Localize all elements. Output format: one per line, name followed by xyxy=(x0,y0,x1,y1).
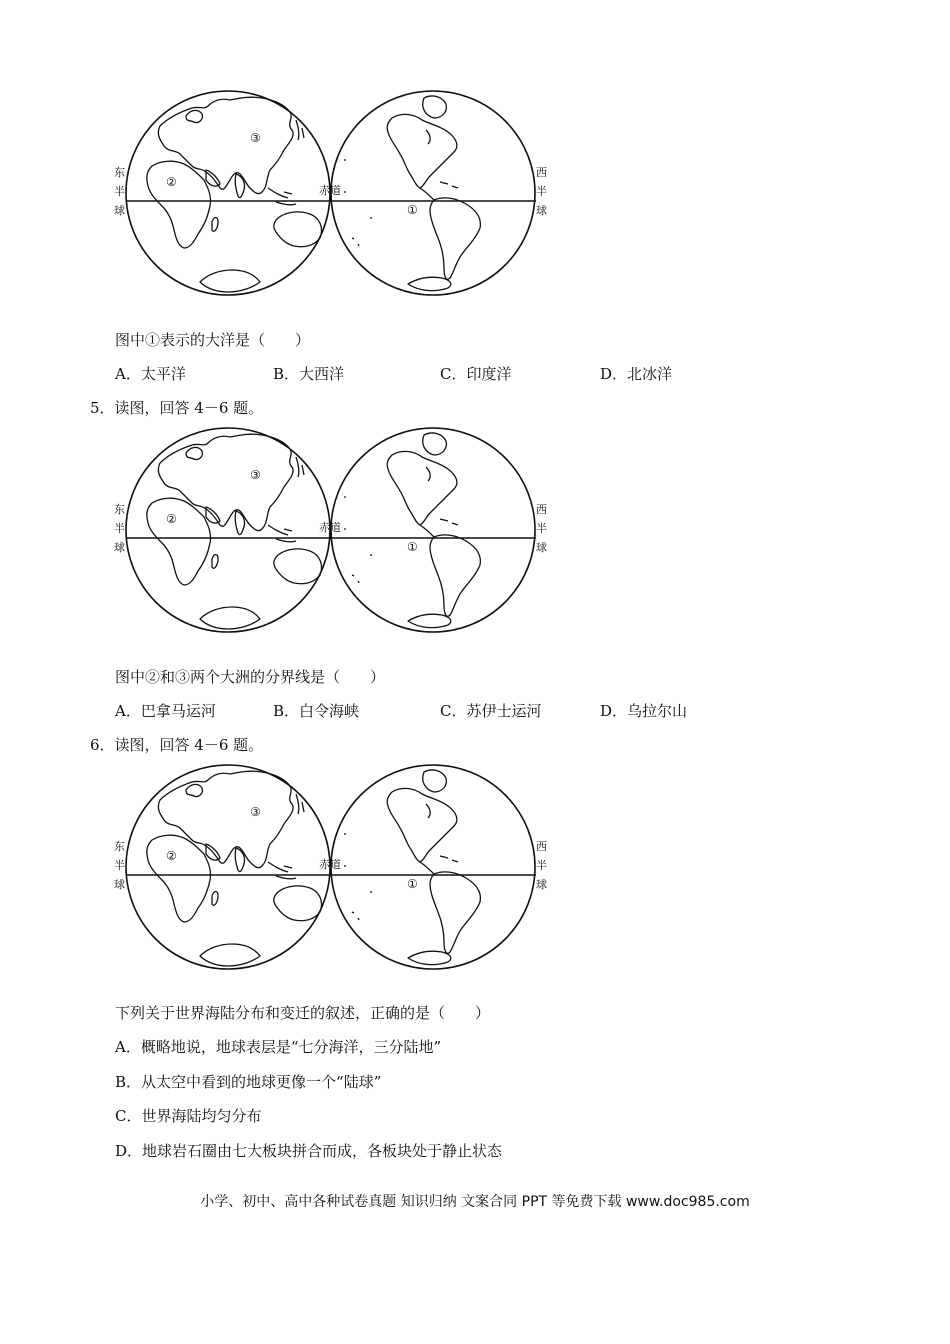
marker-2: ② xyxy=(166,849,177,863)
east-label-2: 半 xyxy=(114,185,125,198)
marker-3: ③ xyxy=(250,131,261,145)
east-label-1: 东 xyxy=(114,503,125,516)
west-label-2: 半 xyxy=(536,859,547,872)
q5-title: 5．读图，回答 4－6 题。 xyxy=(90,399,264,417)
western-continents xyxy=(344,96,480,291)
q6-option-d: D．地球岩石圈由七大板块拼合而成，各板块处于静止状态 xyxy=(115,1142,503,1160)
east-label-3: 球 xyxy=(114,204,125,217)
q5-option-b: B．白令海峡 xyxy=(273,702,360,720)
east-label-2: 半 xyxy=(114,522,125,535)
q4-option-c: C．印度洋 xyxy=(440,365,512,383)
western-hemisphere-globe xyxy=(331,428,535,632)
eastern-continents xyxy=(147,771,322,966)
eastern-hemisphere-globe xyxy=(126,765,330,969)
eastern-continents xyxy=(147,434,322,629)
q6-option-c: C．世界海陆均匀分布 xyxy=(115,1107,262,1125)
western-hemisphere-globe xyxy=(331,91,535,295)
q4-option-b: B．大西洋 xyxy=(273,365,345,383)
marker-1: ① xyxy=(407,203,418,217)
q5-option-d: D．乌拉尔山 xyxy=(600,702,688,720)
marker-2: ② xyxy=(166,512,177,526)
q6-stem: 下列关于世界海陆分布和变迁的叙述，正确的是（ ） xyxy=(115,1004,491,1022)
east-label-1: 东 xyxy=(114,840,125,853)
q5-option-c: C．苏伊士运河 xyxy=(440,702,542,720)
equator-label: 赤道 xyxy=(319,184,341,197)
western-continents xyxy=(344,433,480,628)
world-hemispheres-map-2 xyxy=(108,425,554,635)
marker-2: ② xyxy=(166,175,177,189)
q4-option-d: D．北冰洋 xyxy=(600,365,673,383)
west-label-3: 球 xyxy=(536,204,547,217)
q6-option-b: B．从太空中看到的地球更像一个“陆球” xyxy=(115,1073,382,1091)
page-footer: 小学、初中、高中各种试卷真题 知识归纳 文案合同 PPT 等免费下载 www.doc985.com xyxy=(200,1194,750,1210)
equator-label: 赤道 xyxy=(319,521,341,534)
eastern-hemisphere-globe xyxy=(126,91,330,295)
marker-3: ③ xyxy=(250,805,261,819)
q4-option-a: A．太平洋 xyxy=(115,365,186,383)
west-label-3: 球 xyxy=(536,878,547,891)
world-hemispheres-map-3 xyxy=(108,762,554,972)
west-label-2: 半 xyxy=(536,185,547,198)
east-label-2: 半 xyxy=(114,859,125,872)
east-label-3: 球 xyxy=(114,541,125,554)
west-label-1: 西 xyxy=(536,503,547,516)
east-label-1: 东 xyxy=(114,166,125,179)
q4-stem: 图中①表示的大洋是（ ） xyxy=(115,331,311,349)
equator-label: 赤道 xyxy=(319,858,341,871)
west-label-1: 西 xyxy=(536,840,547,853)
marker-3: ③ xyxy=(250,468,261,482)
west-label-1: 西 xyxy=(536,166,547,179)
q5-option-a: A．巴拿马运河 xyxy=(115,702,216,720)
q6-title: 6．读图，回答 4－6 题。 xyxy=(90,736,264,754)
eastern-hemisphere-globe xyxy=(126,428,330,632)
eastern-continents xyxy=(147,97,322,292)
q6-option-a: A．概略地说，地球表层是“七分海洋，三分陆地” xyxy=(115,1038,442,1056)
marker-1: ① xyxy=(407,540,418,554)
west-label-3: 球 xyxy=(536,541,547,554)
q5-stem: 图中②和③两个大洲的分界线是（ ） xyxy=(115,668,386,686)
western-hemisphere-globe xyxy=(331,765,535,969)
world-hemispheres-map-1 xyxy=(108,88,554,298)
west-label-2: 半 xyxy=(536,522,547,535)
western-continents xyxy=(344,770,480,965)
east-label-3: 球 xyxy=(114,878,125,891)
marker-1: ① xyxy=(407,877,418,891)
